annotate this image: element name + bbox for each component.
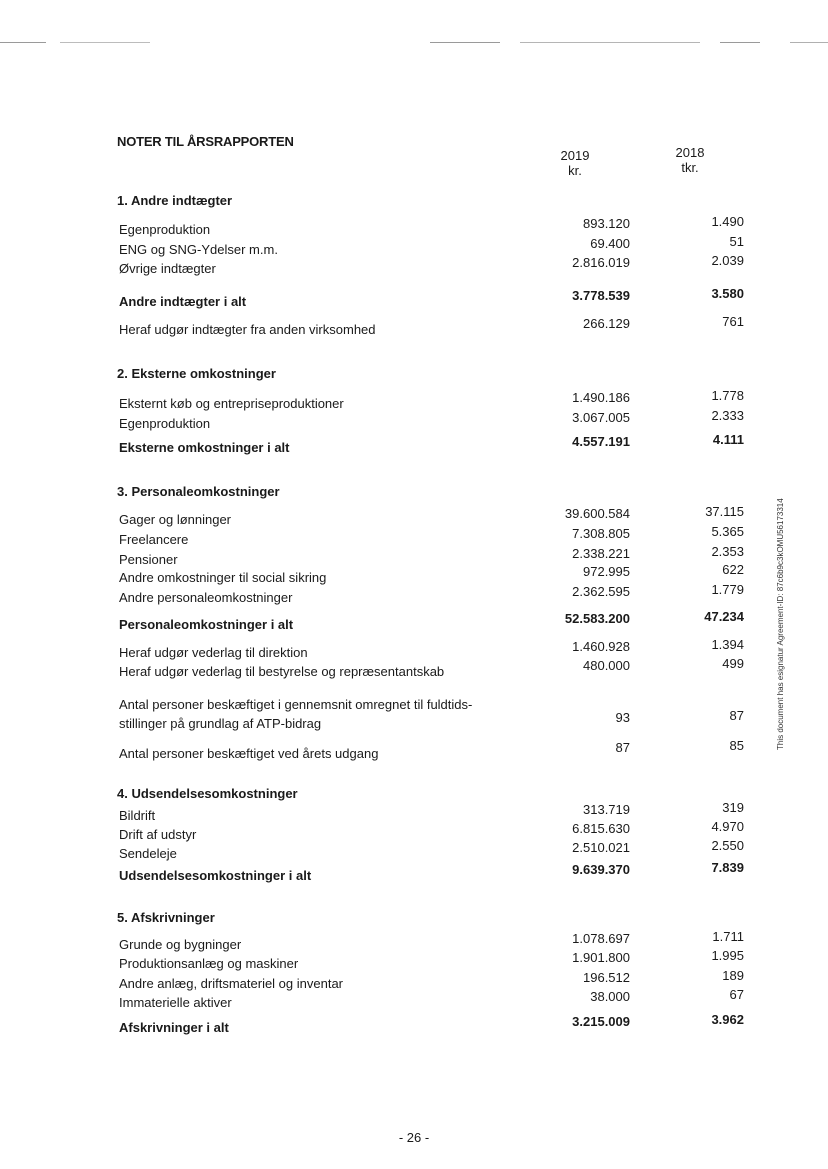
row-label: Immaterielle aktiver xyxy=(119,995,232,1010)
row-label: Øvrige indtægter xyxy=(119,261,216,276)
value-2018: 1.711 xyxy=(712,929,744,944)
row-label: Eksterne omkostninger i alt xyxy=(119,440,290,455)
value-2018: 67 xyxy=(729,987,744,1002)
row-label: Andre indtægter i alt xyxy=(119,294,247,309)
year-label-2018: 2018 xyxy=(675,145,705,160)
row-label: Bildrift xyxy=(119,808,156,823)
value-2019: 2.510.021 xyxy=(572,840,630,855)
value-2019: 38.000 xyxy=(590,989,630,1004)
value-2019: 1.460.928 xyxy=(572,639,630,654)
value-2019: 313.719 xyxy=(583,802,630,817)
value-2019: 3.067.005 xyxy=(572,410,630,425)
total-row xyxy=(0,609,828,635)
value-2019: 3.215.009 xyxy=(572,1014,630,1029)
value-2018: 37.115 xyxy=(705,504,744,519)
value-2019: 7.308.805 xyxy=(572,526,630,541)
row-label: Heraf udgør vederlag til direktion xyxy=(119,645,308,660)
scan-artifact-line xyxy=(0,42,828,43)
row-label: Pensioner xyxy=(119,552,178,567)
value-2018: 1.778 xyxy=(711,388,744,403)
value-2019: 196.512 xyxy=(583,970,630,985)
unit-label-2019: kr. xyxy=(568,163,582,178)
total-row xyxy=(0,432,828,458)
row-label: Andre personaleomkostninger xyxy=(119,590,293,605)
table-row xyxy=(0,253,828,279)
value-2018: 1.995 xyxy=(711,948,744,963)
value-2018: 87 xyxy=(729,708,744,723)
section-heading-personaleomkostninger: 3. Personaleomkostninger xyxy=(117,484,280,499)
value-2018: 761 xyxy=(722,314,744,329)
row-label: Andre omkostninger til social sikring xyxy=(119,570,327,585)
row-label: Freelancere xyxy=(119,532,189,547)
value-2018: 47.234 xyxy=(704,609,744,624)
table-row xyxy=(0,314,828,340)
value-2018: 622 xyxy=(722,562,744,577)
row-label: Gager og lønninger xyxy=(119,512,232,527)
value-2018: 2.039 xyxy=(711,253,744,268)
value-2018: 1.394 xyxy=(711,637,744,652)
row-label: Heraf udgør indtægter fra anden virksomhed xyxy=(119,322,376,337)
value-2019: 480.000 xyxy=(583,658,630,673)
row-label: Heraf udgør vederlag til bestyrelse og repræsentantskab xyxy=(119,664,445,679)
value-2018: 85 xyxy=(729,738,744,753)
table-row xyxy=(0,708,828,734)
value-2019: 6.815.630 xyxy=(572,821,630,836)
row-label: Afskrivninger i alt xyxy=(119,1020,229,1035)
value-2018: 7.839 xyxy=(711,860,744,875)
section-heading-udsendelsesomkostninger: 4. Udsendelsesomkostninger xyxy=(117,786,298,801)
table-row xyxy=(0,987,828,1013)
page-number: - 26 - xyxy=(398,1130,430,1145)
value-2019: 2.816.019 xyxy=(572,255,630,270)
value-2019: 266.129 xyxy=(583,316,630,331)
value-2018: 1.779 xyxy=(711,582,744,597)
value-2018: 2.333 xyxy=(711,408,744,423)
value-2019: 3.778.539 xyxy=(572,288,630,303)
row-label: Grunde og bygninger xyxy=(119,937,242,952)
value-2018: 4.970 xyxy=(711,819,744,834)
value-2019: 52.583.200 xyxy=(564,611,630,626)
row-label: Sendeleje xyxy=(119,846,177,861)
section-heading-eksterne-omkostninger: 2. Eksterne omkostninger xyxy=(117,366,276,381)
row-label: stillinger på grundlag af ATP-bidrag xyxy=(119,716,322,731)
value-2019: 2.338.221 xyxy=(572,546,630,561)
row-label: Antal personer beskæftiget ved årets udgang xyxy=(119,746,379,761)
value-2018: 499 xyxy=(722,656,744,671)
value-2019: 4.557.191 xyxy=(572,434,630,449)
value-2018: 51 xyxy=(729,234,744,249)
section-heading-andre-indtaegter: 1. Andre indtægter xyxy=(117,193,233,208)
year-label-2019: 2019 xyxy=(560,148,590,163)
table-row xyxy=(0,656,828,682)
value-2019: 9.639.370 xyxy=(572,862,630,877)
total-row xyxy=(0,286,828,312)
esignatur-side-note: This document has esignatur Agreement-ID: 87c6b9c3kOMU56173314 xyxy=(776,498,785,750)
value-2019: 93 xyxy=(615,710,630,725)
value-2019: 2.362.595 xyxy=(572,584,630,599)
table-row xyxy=(0,582,828,608)
row-label: Andre anlæg, driftsmateriel og inventar xyxy=(119,976,344,991)
value-2019: 87 xyxy=(615,740,630,755)
value-2018: 3.580 xyxy=(711,286,744,301)
value-2018: 189 xyxy=(722,968,744,983)
value-2019: 1.078.697 xyxy=(572,931,630,946)
value-2019: 1.490.186 xyxy=(572,390,630,405)
page-title: NOTER TIL ÅRSRAPPORTEN xyxy=(117,134,294,149)
total-row xyxy=(0,1012,828,1038)
row-label: ENG og SNG-Ydelser m.m. xyxy=(119,242,278,257)
value-2019: 69.400 xyxy=(590,236,630,251)
value-2018: 4.111 xyxy=(712,432,744,447)
section-heading-afskrivninger: 5. Afskrivninger xyxy=(117,910,215,925)
table-row xyxy=(0,738,828,764)
row-label: Egenproduktion xyxy=(119,416,211,431)
row-label: Personaleomkostninger i alt xyxy=(119,617,294,632)
row-label: Udsendelsesomkostninger i alt xyxy=(119,868,312,883)
column-header-2019 xyxy=(545,148,605,178)
value-2019: 1.901.800 xyxy=(572,950,630,965)
total-row xyxy=(0,860,828,886)
column-header-2018 xyxy=(660,145,720,175)
value-2019: 972.995 xyxy=(583,564,630,579)
value-2019: 893.120 xyxy=(583,216,630,231)
row-label: Eksternt køb og entrepriseproduktioner xyxy=(119,396,344,411)
unit-label-2018: tkr. xyxy=(681,160,699,175)
row-label: Produktionsanlæg og maskiner xyxy=(119,956,299,971)
value-2019: 39.600.584 xyxy=(564,506,630,521)
row-label: Antal personer beskæftiget i gennemsnit omregnet til fuldtids- xyxy=(119,697,473,712)
row-label: Drift af udstyr xyxy=(119,827,197,842)
value-2018: 2.550 xyxy=(711,838,744,853)
value-2018: 319 xyxy=(722,800,744,815)
value-2018: 3.962 xyxy=(711,1012,744,1027)
value-2018: 1.490 xyxy=(711,214,744,229)
value-2018: 2.353 xyxy=(711,544,744,559)
row-label: Egenproduktion xyxy=(119,222,211,237)
value-2018: 5.365 xyxy=(711,524,744,539)
